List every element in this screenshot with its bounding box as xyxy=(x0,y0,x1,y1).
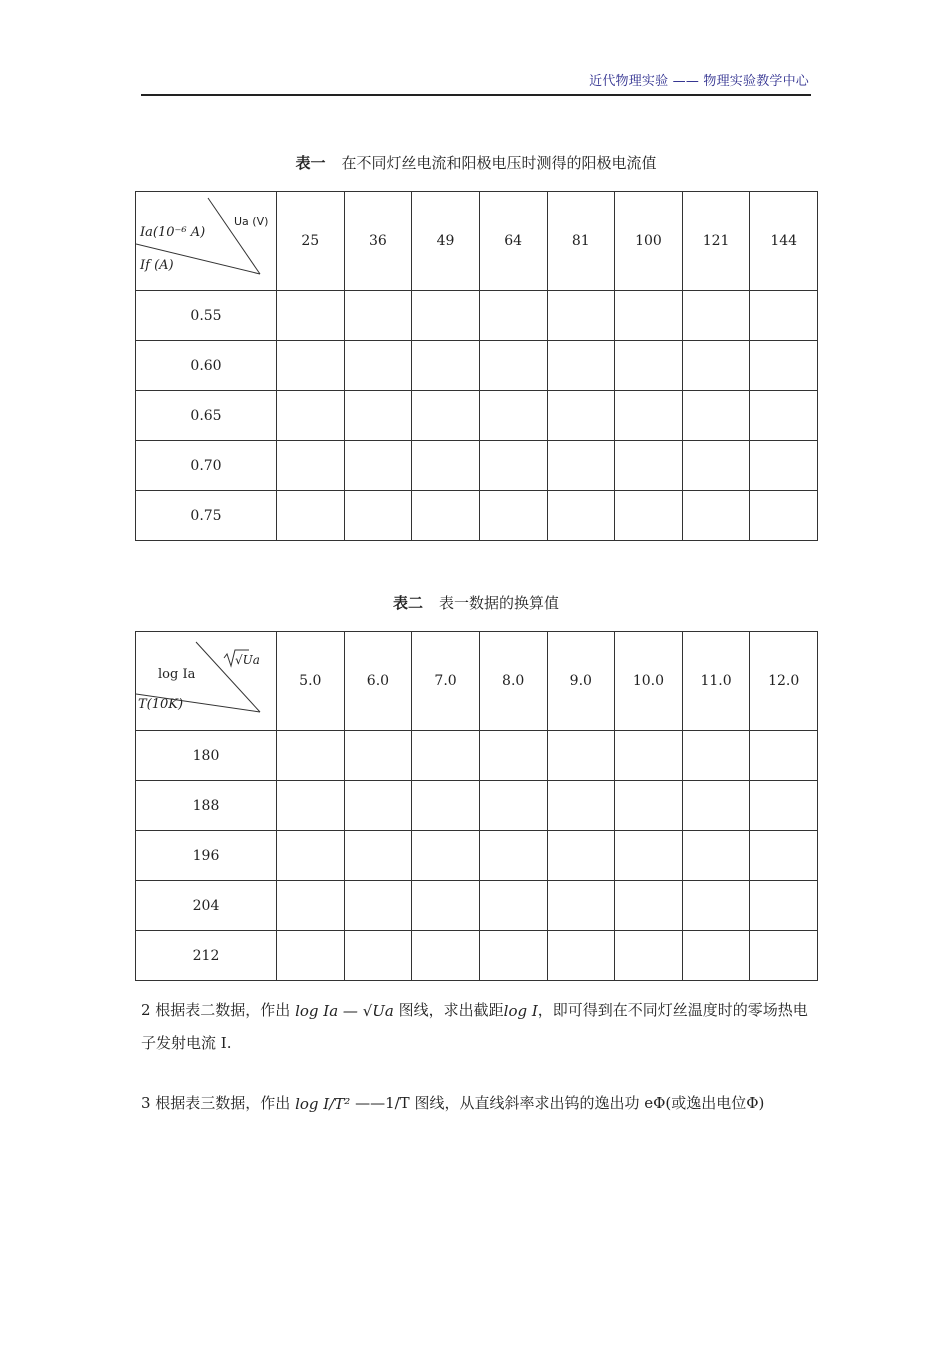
para3-text-1: 3 根据表三数据，作出 xyxy=(141,1094,291,1112)
table2-value-cell xyxy=(682,731,750,781)
table1-row xyxy=(136,441,818,491)
table2-value-cell xyxy=(277,831,345,881)
table1-value-cell xyxy=(682,291,750,341)
table1-value-cell xyxy=(750,291,818,341)
table2-value-cell xyxy=(750,831,818,881)
table2-row xyxy=(136,781,818,831)
table1-value-cell xyxy=(479,341,547,391)
table1-row-header: 0.55 xyxy=(136,291,277,341)
table2-col-header: 5.0 xyxy=(277,632,345,731)
table2-value-cell xyxy=(412,931,480,981)
table2-value-cell xyxy=(682,881,750,931)
table1-value-cell xyxy=(615,341,683,391)
table1-header-row xyxy=(136,192,818,291)
table2-caption-label: 表二 xyxy=(392,594,423,612)
table2-col-header: 7.0 xyxy=(412,632,480,731)
table1-col-header: 36 xyxy=(344,192,412,291)
table2-value-cell xyxy=(412,881,480,931)
table1-value-cell xyxy=(277,341,345,391)
table2-value-cell xyxy=(750,931,818,981)
table2-col-header: 8.0 xyxy=(479,632,547,731)
table1-col-header: 144 xyxy=(750,192,818,291)
table1-value-cell xyxy=(412,491,480,541)
table2-header-row xyxy=(136,632,818,731)
table2-col-header: 11.0 xyxy=(682,632,750,731)
table2-row xyxy=(136,931,818,981)
table2-value-cell xyxy=(615,831,683,881)
table2-value-cell xyxy=(344,731,412,781)
table1-value-cell xyxy=(750,441,818,491)
table1-row xyxy=(136,341,818,391)
table1-value-cell xyxy=(277,441,345,491)
table2-col-header: 10.0 xyxy=(615,632,683,731)
table1-value-cell xyxy=(615,441,683,491)
table1-value-cell xyxy=(344,491,412,541)
table2-corner-bottom: T(10K) xyxy=(138,697,184,712)
table1-value-cell xyxy=(479,391,547,441)
table2-corner-mid: log Ia xyxy=(158,667,196,682)
table1-caption-label: 表一 xyxy=(295,154,326,172)
table1-value-cell xyxy=(344,441,412,491)
table2-row-header: 180 xyxy=(136,731,277,781)
table2-value-cell xyxy=(277,781,345,831)
table2-value-cell xyxy=(479,781,547,831)
table2-row-header: 204 xyxy=(136,881,277,931)
table2-value-cell xyxy=(344,831,412,881)
table2-value-cell xyxy=(615,781,683,831)
table2-col-header: 9.0 xyxy=(547,632,615,731)
table1-corner-mid: Ia(10⁻⁶ A) xyxy=(140,225,206,240)
table1-row xyxy=(136,291,818,341)
table2-row xyxy=(136,831,818,881)
table2-col-header: 6.0 xyxy=(344,632,412,731)
table1-value-cell xyxy=(277,291,345,341)
table2-value-cell xyxy=(682,931,750,981)
page-header xyxy=(141,66,811,96)
table2-value-cell xyxy=(344,781,412,831)
table1-value-cell xyxy=(412,441,480,491)
table2-value-cell xyxy=(344,931,412,981)
para2-formula-2: log I xyxy=(503,1002,538,1020)
table1 xyxy=(135,191,818,541)
table2-value-cell xyxy=(412,781,480,831)
table1-row-header: 0.75 xyxy=(136,491,277,541)
table1-col-header: 64 xyxy=(479,192,547,291)
para2-text-3: ，即可得到在不同灯丝温度时的零场热电子发射电流 I. xyxy=(141,1001,808,1052)
table2-value-cell xyxy=(277,931,345,981)
table1-value-cell xyxy=(277,391,345,441)
table2-corner-cell xyxy=(136,632,277,731)
para2-text-2: 图线，求出截距 xyxy=(398,1001,504,1019)
table2-row xyxy=(136,731,818,781)
table1-corner-bottom: If (A) xyxy=(140,258,174,273)
table1-value-cell xyxy=(682,391,750,441)
table1-value-cell xyxy=(547,441,615,491)
table2-row-header: 196 xyxy=(136,831,277,881)
table2-value-cell xyxy=(547,881,615,931)
table2-value-cell xyxy=(615,931,683,981)
table1-caption xyxy=(0,152,952,173)
table1-value-cell xyxy=(547,341,615,391)
table1-corner-cell xyxy=(136,192,277,291)
table2-row-header: 188 xyxy=(136,781,277,831)
para3-text-2: ——1/T 图线，从直线斜率求出钨的逸出功 eΦ(或逸出电位Φ) xyxy=(355,1094,765,1112)
table2-row xyxy=(136,881,818,931)
table2-corner-top: √Ua xyxy=(235,653,260,667)
table1-value-cell xyxy=(682,441,750,491)
table2-row-header: 212 xyxy=(136,931,277,981)
para3-formula: log I/T² xyxy=(295,1095,351,1113)
table2-value-cell xyxy=(547,931,615,981)
table1-value-cell xyxy=(547,491,615,541)
table2-value-cell xyxy=(547,831,615,881)
header-text: 近代物理实验 —— 物理实验教学中心 xyxy=(589,74,809,89)
table1-value-cell xyxy=(344,341,412,391)
table1-value-cell xyxy=(344,391,412,441)
table2-col-header: 12.0 xyxy=(750,632,818,731)
table2-value-cell xyxy=(412,831,480,881)
instruction-paragraph-2 xyxy=(141,994,813,1059)
instruction-paragraph-3 xyxy=(141,1080,813,1127)
table1-value-cell xyxy=(615,391,683,441)
table1-value-cell xyxy=(479,291,547,341)
table2-caption xyxy=(0,592,952,613)
table2-value-cell xyxy=(682,831,750,881)
table2-value-cell xyxy=(412,731,480,781)
table1-value-cell xyxy=(750,341,818,391)
table1-value-cell xyxy=(615,291,683,341)
table2-value-cell xyxy=(547,731,615,781)
table1-value-cell xyxy=(344,291,412,341)
table2-value-cell xyxy=(682,781,750,831)
table1-col-header: 25 xyxy=(277,192,345,291)
table1-row-header: 0.65 xyxy=(136,391,277,441)
table1-value-cell xyxy=(412,391,480,441)
table2 xyxy=(135,631,818,981)
table2-corner-diagonals xyxy=(136,632,277,730)
table1-value-cell xyxy=(412,341,480,391)
table1-value-cell xyxy=(479,491,547,541)
table2-caption-text: 表一数据的换算值 xyxy=(439,594,560,612)
table2-value-cell xyxy=(750,881,818,931)
table1-row-header: 0.60 xyxy=(136,341,277,391)
table2-value-cell xyxy=(344,881,412,931)
table1-value-cell xyxy=(277,491,345,541)
table1-col-header: 81 xyxy=(547,192,615,291)
table1-corner-top: Ua (V) xyxy=(234,215,269,228)
table1-row xyxy=(136,491,818,541)
table1-value-cell xyxy=(682,491,750,541)
table2-value-cell xyxy=(479,881,547,931)
table1-value-cell xyxy=(547,391,615,441)
table1-value-cell xyxy=(682,341,750,391)
table1-row xyxy=(136,391,818,441)
table1-col-header: 100 xyxy=(615,192,683,291)
table2-value-cell xyxy=(547,781,615,831)
table2-value-cell xyxy=(750,731,818,781)
table1-corner-diagonals xyxy=(136,192,277,290)
table1-value-cell xyxy=(750,491,818,541)
table1-value-cell xyxy=(547,291,615,341)
table2-value-cell xyxy=(277,731,345,781)
table1-caption-text: 在不同灯丝电流和阳极电压时测得的阳极电流值 xyxy=(341,154,657,172)
table1-row-header: 0.70 xyxy=(136,441,277,491)
table2-value-cell xyxy=(615,881,683,931)
table2-value-cell xyxy=(615,731,683,781)
table2-value-cell xyxy=(479,731,547,781)
table1-value-cell xyxy=(412,291,480,341)
para2-text-1: 2 根据表二数据，作出 xyxy=(141,1001,291,1019)
table2-value-cell xyxy=(277,881,345,931)
table1-value-cell xyxy=(479,441,547,491)
table1-value-cell xyxy=(615,491,683,541)
table1-col-header: 121 xyxy=(682,192,750,291)
para2-formula-1: log Ia — √Ua xyxy=(295,1002,394,1020)
table2-value-cell xyxy=(750,781,818,831)
table2-value-cell xyxy=(479,831,547,881)
table2-value-cell xyxy=(479,931,547,981)
table1-value-cell xyxy=(750,391,818,441)
table1-col-header: 49 xyxy=(412,192,480,291)
